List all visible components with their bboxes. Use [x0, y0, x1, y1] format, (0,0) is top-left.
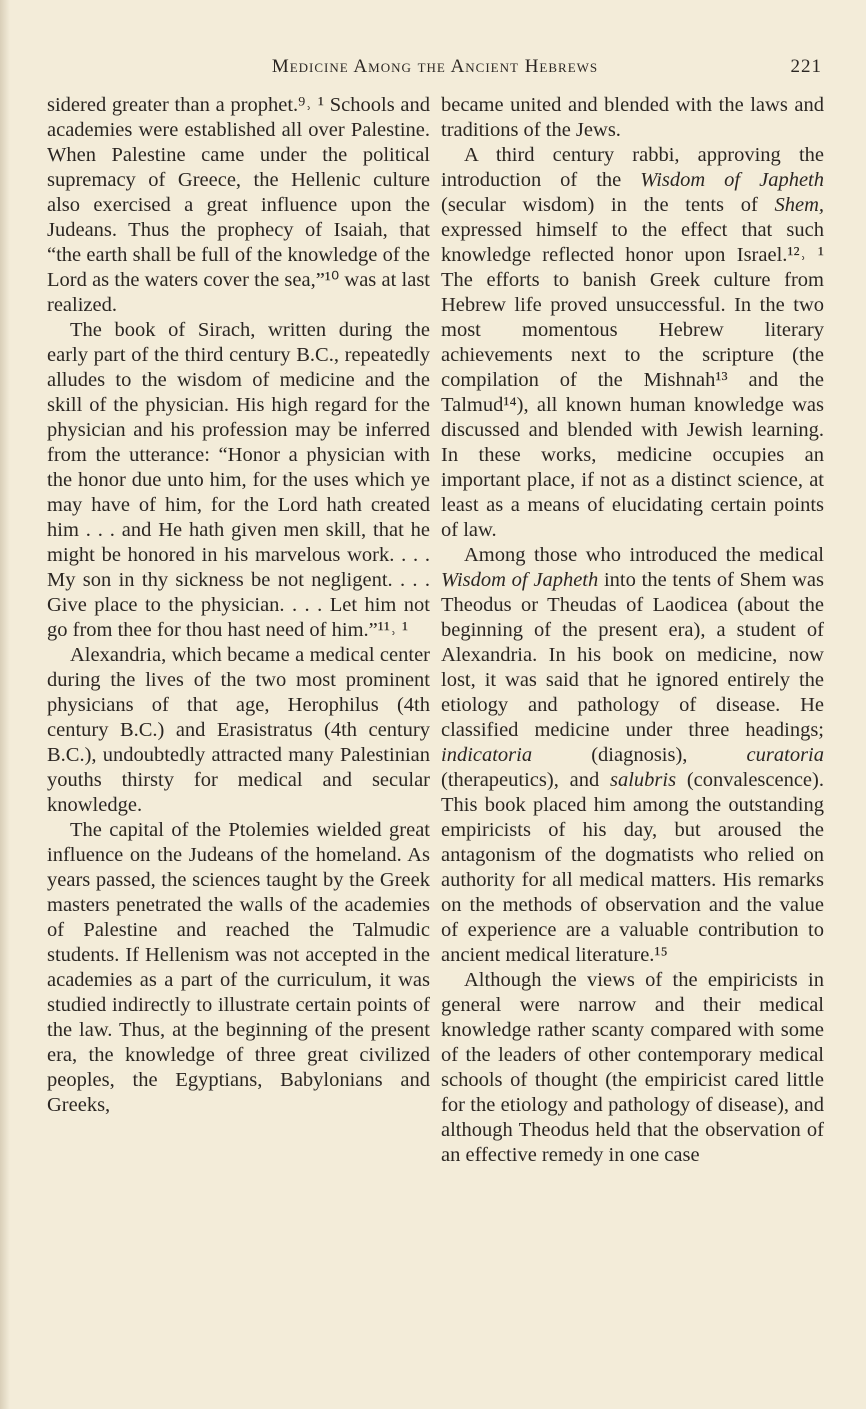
italic-term: Wisdom of Japheth: [441, 569, 599, 591]
paragraph: [441, 543, 824, 968]
text-run: (secular wisdom) in the tents of: [441, 194, 775, 216]
text-run: (convalescence). This book placed him among the outstanding empiricists of his day, but aroused the antagonism of the dogmatists who relied on authority for all medical matters. His remarks on the methods of observation and the value of experience are a valuable contribution to ancient medical literature.¹⁵: [441, 769, 824, 966]
text-run: A third century rabbi, approving the introduction of the: [441, 144, 824, 191]
running-title: Medicine Among the Ancient Hebrews: [271, 56, 599, 77]
right-column: [441, 93, 824, 1168]
paragraph: [441, 143, 824, 543]
italic-term: curatoria: [746, 744, 824, 766]
text-run: (diagnosis),: [532, 744, 747, 766]
text-run: (therapeutics), and: [441, 769, 610, 791]
italic-term: Shem,: [774, 194, 824, 216]
text-run: Among those who introduced the medical: [464, 544, 824, 566]
text-run: expressed himself to the effect that such knowledge reflected honor upon Israel.¹²˒ ¹ The efforts to banish Greek culture from Hebrew life proved unsuccessful. In the two most momentous Hebrew literary achievements next to the scripture (the compilation of the Mishnah¹³ and the Talmud¹⁴), all known human knowledge was discussed and blended with Jewish learning. In these works, medicine occupies an important place, if not as a distinct science, at least as a means of elucidating certain points of law.: [441, 219, 824, 541]
italic-term: salubris: [609, 769, 677, 791]
page-number: 221: [790, 56, 822, 77]
page-header: [48, 52, 822, 82]
page-edge: [0, 0, 10, 1409]
paragraph: The capital of the Ptolemies wielded great influence on the Judeans of the homeland. As years passed, the sciences taught by the Greek masters penetrated the walls of the academies of Palestine and reached the Talmudic students. If Hellenism was not accepted in the academies as a part of the curriculum, it was studied indirectly to illustrate certain points of the law. Thus, at the beginning of the present era, the knowledge of three great civilized peoples, the Egyptians, Babylonians and Greeks,: [47, 819, 430, 1116]
left-column: [47, 93, 430, 1118]
italic-term: Wisdom of Japheth: [640, 169, 824, 191]
paragraph: Although the views of the empiricists in general were narrow and their medical knowledge rather scanty compared with some of the leaders of other contemporary medical schools of thought (the empiricist cared little for the etiology and pathology of disease), and although Theodus held that the observation of an effective remedy in one case: [441, 969, 824, 1166]
italic-term: indicatoria: [441, 744, 533, 766]
paragraph: sidered greater than a prophet.⁹˒ ¹ Schools and academies were established all over Palestine. When Palestine came under the political supremacy of Greece, the Hellenic culture also exercised a great influence upon the Judeans. Thus the prophecy of Isaiah, that “the earth shall be full of the knowledge of the Lord as the waters cover the sea,”¹⁰ was at last realized.: [47, 94, 430, 316]
text-run: into the tents of Shem was Theodus or Theudas of Laodicea (about the beginning of the present era), a student of Alexandria. In his book on medicine, now lost, it was said that he ignored entirely the etiology and pathology of disease. He classified medicine under three headings;: [441, 569, 824, 741]
paragraph: Alexandria, which became a medical center during the lives of the two most prominent physicians of that age, Herophilus (4th century B.C.) and Erasistratus (4th century B.C.), undoubtedly attracted many Palestinian youths thirsty for medical and secular knowledge.: [47, 644, 430, 816]
paragraph: The book of Sirach, written during the early part of the third century B.C., repeatedly alludes to the wisdom of medicine and the skill of the physician. His high regard for the physician and his profession may be inferred from the utterance: “Honor a physician with the honor due unto him, for the uses which ye may have of him, for the Lord hath created him . . . and He hath given men skill, that he might be honored in his marvelous work. . . . My son in thy sickness be not negligent. . . . Give place to the physician. . . . Let him not go from thee for thou hast need of him.”¹¹˒ ¹: [47, 319, 430, 641]
paragraph: became united and blended with the laws and traditions of the Jews.: [441, 94, 824, 141]
